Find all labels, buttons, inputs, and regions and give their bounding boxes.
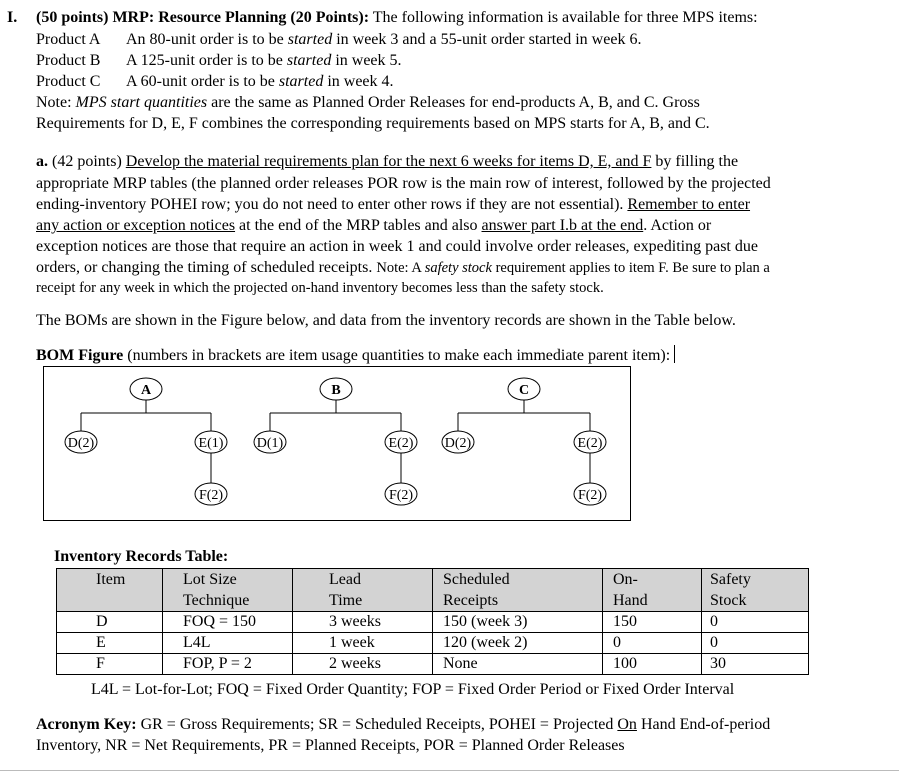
header-lead-time: Lead Time bbox=[293, 569, 433, 612]
product-a-line bbox=[36, 30, 641, 50]
product-text: in week 3 and a 55-unit order started in week 6. bbox=[332, 31, 642, 48]
note-text: are the same as Planned Order Releases for end-products A, B, and C. Gross bbox=[207, 94, 700, 111]
part-a-text: requirement applies to item F. Be sure to plan a bbox=[491, 260, 770, 276]
acronym-text: Hand End-of-period bbox=[636, 716, 771, 733]
part-a-text: ending-inventory POHEI row; you do not need to enter other rows if they are not essential). bbox=[36, 196, 628, 213]
inventory-row-d bbox=[57, 612, 809, 633]
acronym-line-1 bbox=[36, 715, 770, 735]
part-a-em: safety stock bbox=[424, 260, 492, 276]
bom-child bbox=[574, 431, 606, 453]
product-text: in week 4. bbox=[323, 73, 394, 90]
part-a-text: . Action or bbox=[643, 217, 712, 234]
bom-child-label: D(2) bbox=[67, 436, 95, 451]
header-lot-size: Lot Size Technique bbox=[163, 569, 293, 612]
question-intro: The following information is available for three MPS items: bbox=[369, 9, 758, 26]
cell-lead-time: 1 week bbox=[293, 633, 433, 654]
part-a-points: (42 points) bbox=[48, 153, 126, 170]
product-text: in week 5. bbox=[331, 52, 402, 69]
acronym-underlined: On bbox=[617, 716, 637, 733]
bom-grandchild-label: F(2) bbox=[388, 488, 414, 503]
cell-safety-stock: 0 bbox=[702, 633, 809, 654]
bom-connectors bbox=[81, 400, 590, 483]
question-title: (50 points) MRP: Resource Planning (20 Points): bbox=[36, 9, 370, 26]
bom-grandchild bbox=[195, 483, 227, 505]
inventory-table bbox=[56, 568, 809, 675]
header-scheduled-receipts: Scheduled Receipts bbox=[433, 569, 603, 612]
part-a-line-7: receipt for any week in which the projected on-hand inventory becomes less than the safety stock. bbox=[36, 280, 604, 296]
part-a-text: orders, or changing the timing of scheduled receipts. bbox=[36, 259, 377, 276]
note-prefix: Note: bbox=[36, 94, 76, 111]
bom-child-label: E(2) bbox=[577, 436, 603, 451]
inventory-row-e bbox=[57, 633, 809, 654]
part-a-line-3 bbox=[36, 195, 750, 215]
part-a-line-5: exception notices are those that require an action in week 1 and could involve order releases, expediting past due bbox=[36, 238, 758, 255]
cell-lead-time: 2 weeks bbox=[293, 654, 433, 675]
bom-child-label: D(2) bbox=[444, 436, 472, 451]
cell-on-hand: 150 bbox=[603, 612, 702, 633]
bom-child bbox=[254, 431, 286, 453]
section-number: I. bbox=[7, 9, 18, 26]
bom-figure bbox=[43, 366, 631, 521]
inventory-header-row bbox=[57, 569, 809, 612]
text-cursor bbox=[674, 345, 675, 363]
product-text: A 60-unit order is to be bbox=[126, 73, 279, 90]
bom-child bbox=[195, 431, 227, 453]
bom-grandchild bbox=[385, 483, 417, 505]
bom-diagram bbox=[44, 367, 630, 520]
product-name: Product B bbox=[36, 52, 101, 69]
bom-parent-label: B bbox=[331, 383, 341, 398]
part-a-line-1 bbox=[36, 152, 738, 172]
cell-item: F bbox=[57, 654, 163, 675]
cell-lot-size: FOP, P = 2 bbox=[163, 654, 293, 675]
bom-parent-b bbox=[320, 378, 352, 400]
part-a-label: a. bbox=[36, 153, 48, 170]
part-a-line-2: appropriate MRP tables (the planned order releases POR row is the main row of interest, followed by the projected bbox=[36, 175, 771, 192]
bom-grandchild-label: F(2) bbox=[198, 488, 224, 503]
bom-child bbox=[65, 431, 97, 453]
part-a-reminder: any action or exception notices bbox=[36, 217, 236, 234]
cell-lot-size: L4L bbox=[163, 633, 293, 654]
header-safety-stock: Safety Stock bbox=[702, 569, 809, 612]
part-a-line-6 bbox=[36, 258, 770, 278]
bom-parent-label: A bbox=[140, 383, 152, 398]
cell-item: D bbox=[57, 612, 163, 633]
cell-lot-size: FOQ = 150 bbox=[163, 612, 293, 633]
cell-scheduled-receipts: None bbox=[433, 654, 603, 675]
note-line-2: Requirements for D, E, F combines the corresponding requirements based on MPS starts for A, B, and C. bbox=[36, 115, 710, 132]
cell-on-hand: 0 bbox=[603, 633, 702, 654]
part-a-reminder: Remember to enter bbox=[627, 196, 751, 213]
note-em: MPS start quantities bbox=[75, 94, 208, 111]
product-em: started bbox=[278, 73, 324, 90]
product-b-line bbox=[36, 51, 402, 71]
product-name: Product A bbox=[36, 31, 101, 48]
question-title-line bbox=[36, 8, 758, 28]
bom-grandchild-label: F(2) bbox=[577, 488, 603, 503]
page-bottom-rule bbox=[0, 770, 899, 771]
bom-parent-c bbox=[508, 378, 540, 400]
cell-safety-stock: 30 bbox=[702, 654, 809, 675]
bom-child bbox=[442, 431, 474, 453]
cell-scheduled-receipts: 120 (week 2) bbox=[433, 633, 603, 654]
note-line-1 bbox=[36, 93, 700, 113]
product-em: started bbox=[286, 52, 332, 69]
acronym-line-2: Inventory, NR = Net Requirements, PR = Planned Receipts, POR = Planned Order Releases bbox=[36, 737, 625, 754]
product-em: started bbox=[287, 31, 333, 48]
part-a-line-4 bbox=[36, 216, 711, 236]
bom-parent-a bbox=[130, 378, 162, 400]
part-a-text: by filling the bbox=[651, 153, 739, 170]
header-on-hand: On- Hand bbox=[603, 569, 702, 612]
part-a-text: at the end of the MRP tables and also bbox=[235, 217, 482, 234]
cell-scheduled-receipts: 150 (week 3) bbox=[433, 612, 603, 633]
bom-child-label: E(2) bbox=[388, 436, 414, 451]
cell-safety-stock: 0 bbox=[702, 612, 809, 633]
product-text: A 125-unit order is to be bbox=[126, 52, 287, 69]
bom-heading-text: (numbers in brackets are item usage quantities to make each immediate parent item): bbox=[123, 347, 671, 364]
bom-parent-label: C bbox=[518, 383, 530, 398]
bom-child-label: D(1) bbox=[256, 436, 284, 451]
product-name: Product C bbox=[36, 73, 101, 90]
boms-sentence: The BOMs are shown in the Figure below, and data from the inventory records are shown in the Table below. bbox=[36, 312, 736, 329]
bom-heading-bold: BOM Figure bbox=[36, 347, 124, 364]
acronym-text: GR = Gross Requirements; SR = Scheduled Receipts, POHEI = Projected bbox=[136, 716, 618, 733]
acronym-label: Acronym Key: bbox=[36, 716, 137, 733]
bom-grandchild bbox=[574, 483, 606, 505]
bom-child bbox=[385, 431, 417, 453]
bom-child-label: E(1) bbox=[198, 436, 224, 451]
part-a-task: Develop the material requirements plan for the next 6 weeks for items D, E, and F bbox=[125, 153, 652, 170]
inventory-row-f bbox=[57, 654, 809, 675]
cell-lead-time: 3 weeks bbox=[293, 612, 433, 633]
bom-heading bbox=[36, 345, 675, 366]
inventory-legend: L4L = Lot-for-Lot; FOQ = Fixed Order Quantity; FOP = Fixed Order Period or Fixed Order Interval bbox=[91, 681, 735, 698]
cell-item: E bbox=[57, 633, 163, 654]
header-item: Item bbox=[57, 569, 163, 612]
cell-on-hand: 100 bbox=[603, 654, 702, 675]
part-a-reminder: answer part I.b at the end bbox=[481, 217, 644, 234]
product-c-line bbox=[36, 72, 394, 92]
inventory-title: Inventory Records Table: bbox=[54, 548, 229, 565]
part-a-text: Note: A bbox=[376, 260, 425, 276]
product-text: An 80-unit order is to be bbox=[126, 31, 288, 48]
